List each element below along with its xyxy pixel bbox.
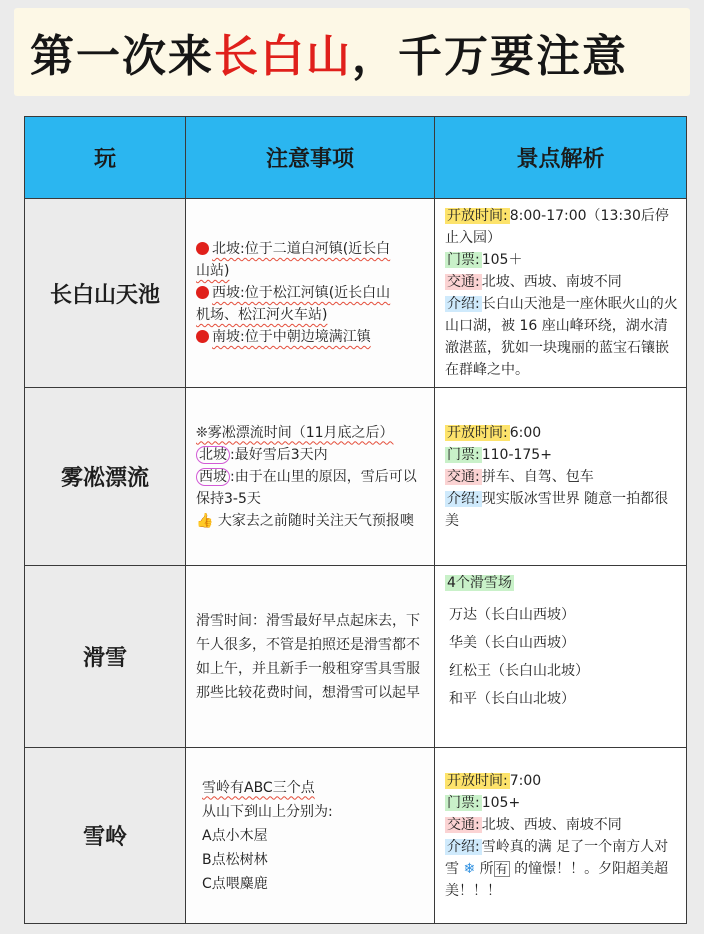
label-intro: 介绍: bbox=[447, 838, 480, 855]
guide-table bbox=[24, 116, 687, 924]
page-title bbox=[14, 8, 690, 96]
label-intro: 介绍: bbox=[447, 296, 480, 312]
table-row bbox=[25, 748, 687, 924]
value-traffic: 拼车、自驾、包车 bbox=[481, 468, 594, 485]
header-notes: 注意事项 bbox=[186, 117, 435, 199]
red-dot-icon bbox=[196, 286, 209, 299]
label-traffic: 交通: bbox=[447, 274, 480, 290]
list-item: 红松王（长白山北坡） bbox=[449, 663, 589, 679]
note-text: 北坡:位于二道白河镇(近长白 bbox=[212, 241, 391, 257]
value-intro: 现实版冰雪世界 随意一拍都很美 bbox=[445, 490, 669, 529]
note-text: B点松树林 bbox=[202, 851, 268, 868]
label-intro: 介绍: bbox=[447, 490, 480, 507]
list-item: 和平（长白山北坡） bbox=[449, 691, 575, 707]
note-text: 南坡:位于中朝边境满江镇 bbox=[212, 329, 371, 345]
note-text: 山站) bbox=[196, 263, 230, 279]
label-traffic: 交通: bbox=[447, 468, 480, 485]
header-play: 玩 bbox=[25, 117, 186, 199]
row-name: 雪岭 bbox=[25, 748, 186, 924]
row-info bbox=[435, 388, 687, 566]
value-open: 8:00-17:00（13:30后停止入园） bbox=[445, 208, 669, 246]
label-open: 开放时间: bbox=[447, 772, 508, 789]
note-text: 机场、松江河火车站) bbox=[196, 307, 328, 323]
value-traffic: 北坡、西坡、南坡不同 bbox=[481, 816, 622, 833]
title-highlight: 长白山 bbox=[214, 31, 352, 82]
list-item: 万达（长白山西坡） bbox=[449, 607, 575, 623]
label-ski-resorts: 4个滑雪场 bbox=[447, 575, 512, 591]
note-text: ❊雾凇漂流时间（11月底之后） bbox=[196, 424, 394, 441]
value-ticket: 110-175+ bbox=[481, 446, 552, 463]
value-intro: 长白山天池是一座休眠火山的火山口湖，被 16 座山峰环绕，湖水清澈湛蓝，犹如一块瑰丽的蓝宝石镶嵌在群峰之中。 bbox=[445, 296, 678, 378]
note-text: A点小木屋 bbox=[202, 827, 268, 844]
value-intro: 所 bbox=[479, 860, 494, 877]
label-open: 开放时间: bbox=[447, 424, 508, 441]
row-notes bbox=[186, 388, 435, 566]
title-part1: 第一次来 bbox=[30, 31, 214, 82]
table-row bbox=[25, 199, 687, 388]
label-open: 开放时间: bbox=[447, 208, 508, 224]
row-notes bbox=[186, 748, 435, 924]
red-dot-icon bbox=[196, 330, 209, 343]
row-info bbox=[435, 748, 687, 924]
snowflake-icon: ❄ bbox=[463, 860, 476, 877]
table-row bbox=[25, 566, 687, 748]
note-text: 西坡:位于松江河镇(近长白山 bbox=[212, 285, 391, 301]
label-traffic: 交通: bbox=[447, 816, 480, 833]
list-item: 华美（长白山西坡） bbox=[449, 635, 575, 651]
note-text: :最好雪后3天内 bbox=[230, 446, 328, 463]
row-name: 雾凇漂流 bbox=[25, 388, 186, 566]
value-ticket: 105＋ bbox=[481, 252, 523, 268]
row-notes bbox=[186, 199, 435, 388]
note-text: :由于在山里的原因，雪后可以保持3-5天 bbox=[196, 468, 417, 507]
note-text: 大家去之前随时关注天气预报噢 bbox=[217, 512, 414, 529]
header-info: 景点解析 bbox=[435, 117, 687, 199]
value-intro: 的憧憬！！。夕阳超美超美！！！ bbox=[445, 860, 669, 899]
table-header-row bbox=[25, 117, 687, 199]
title-part2: ，千万要注意 bbox=[352, 31, 628, 82]
value-open: 6:00 bbox=[509, 424, 542, 441]
ski-resort-list bbox=[445, 594, 678, 710]
thumbs-up-icon: 👍 bbox=[196, 512, 214, 529]
note-text: 雪岭有ABC三个点 bbox=[202, 779, 315, 796]
note-text: C点喂麋鹿 bbox=[202, 875, 268, 892]
note-text: 从山下到山上分别为: bbox=[202, 803, 333, 820]
value-ticket: 105+ bbox=[481, 794, 521, 811]
boxed-char: 有 bbox=[495, 861, 508, 876]
value-traffic: 北坡、西坡、南坡不同 bbox=[481, 274, 622, 290]
table-row bbox=[25, 388, 687, 566]
row-notes: 滑雪时间：滑雪最好早点起床去，下午人很多，不管是拍照还是滑雪都不如上午，并且新手一般租穿雪具雪服那些比较花费时间，想滑雪可以起早 bbox=[186, 566, 435, 748]
label-west: 西坡 bbox=[196, 468, 230, 486]
row-info bbox=[435, 199, 687, 388]
row-info bbox=[435, 566, 687, 748]
value-open: 7:00 bbox=[509, 772, 542, 789]
label-ticket: 门票: bbox=[447, 446, 480, 463]
red-dot-icon bbox=[196, 242, 209, 255]
label-ticket: 门票: bbox=[447, 794, 480, 811]
row-name: 滑雪 bbox=[25, 566, 186, 748]
row-name: 长白山天池 bbox=[25, 199, 186, 388]
value-intro: 雪岭真的满 足了一个南方人对雪 bbox=[445, 838, 669, 877]
label-ticket: 门票: bbox=[447, 252, 480, 268]
label-north: 北坡 bbox=[196, 446, 230, 464]
